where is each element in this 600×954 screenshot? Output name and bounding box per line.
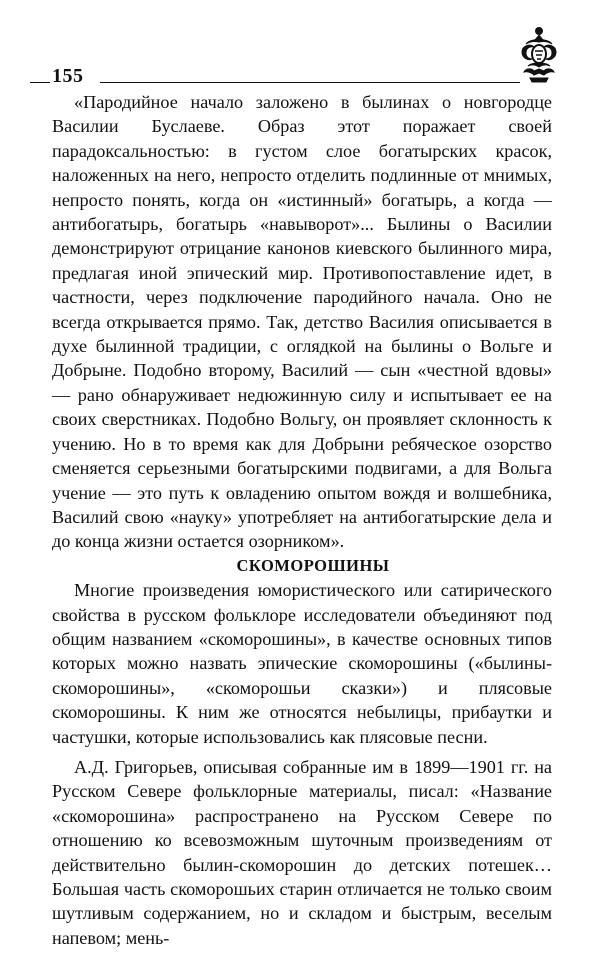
page-header: [30, 26, 565, 86]
page-body: [52, 90, 552, 950]
quote-paragraph: «Пародийное начало заложено в былинах о новгородце Василии Буслаеве. Образ этот поражает своей парадоксальностью: в густом слое богатырских красок, наложенных на него, непросто отделить подлинные от мнимых, непросто понять, когда он «истинный» богатырь, а когда — антибогатырь, богатырь «навыворот»... Былины о Василии демонстрируют отрицание канонов киевского былинного мира, предлагая иной эпический мир. Противопоставление идет, в частности, через подключение пародийного начала. Оно не всегда открывается прямо. Так, детство Василия описывается в духе былинной традиции, с оглядкой на былины о Вольге и Добрыне. Подобно второму, Василий — сын «честной вдовы» — рано обнаруживает недюжинную силу и испытывает ее на своих сверстниках. Подобно Вольгу, он проявляет склонность к учению. Но в то время как для Добрыни ребяческое озорство сменяется серьезными богатырскими подвигами, а для Вольга учение — это путь к овладению опытом вождя и волшебника, Василий свою «науку» употребляет на антибогатырские дела и до конца жизни остается озорником».: [52, 92, 552, 552]
page-number: 155: [52, 65, 84, 87]
header-rule-left: [30, 82, 50, 83]
decorative-ornament-icon: [516, 26, 562, 84]
section-title: СКОМОРОШИНЫ: [236, 555, 390, 575]
header-rule-right: [100, 82, 520, 83]
skomoroshiny-paragraph: Многие произведения юмористического или сатирического свойства в русском фольклоре исследователи объединяют под общим названием «скоморошины», в качестве основных типов которых можно назвать эпические скоморошины («былины-скоморошины», «скоморошьи сказки») и плясовые скоморошины. К ним же относятся небылицы, прибаутки и частушки, которые использовались как плясовые песни.: [52, 580, 552, 747]
grigoriev-paragraph: А.Д. Григорьев, описывая собранные им в 1899—1901 гг. на Русском Севере фольклорные материалы, писал: «Название «скоморошина» распространено на Русском Севере по отношению ко всевозможным шуточным произведениям от действительно былин-скоморошин до детских потешек… Большая часть скоморошьих старин отличается не только своим шутливым содержанием, но и складом и быстрым, веселым напевом; мень-: [52, 756, 552, 948]
